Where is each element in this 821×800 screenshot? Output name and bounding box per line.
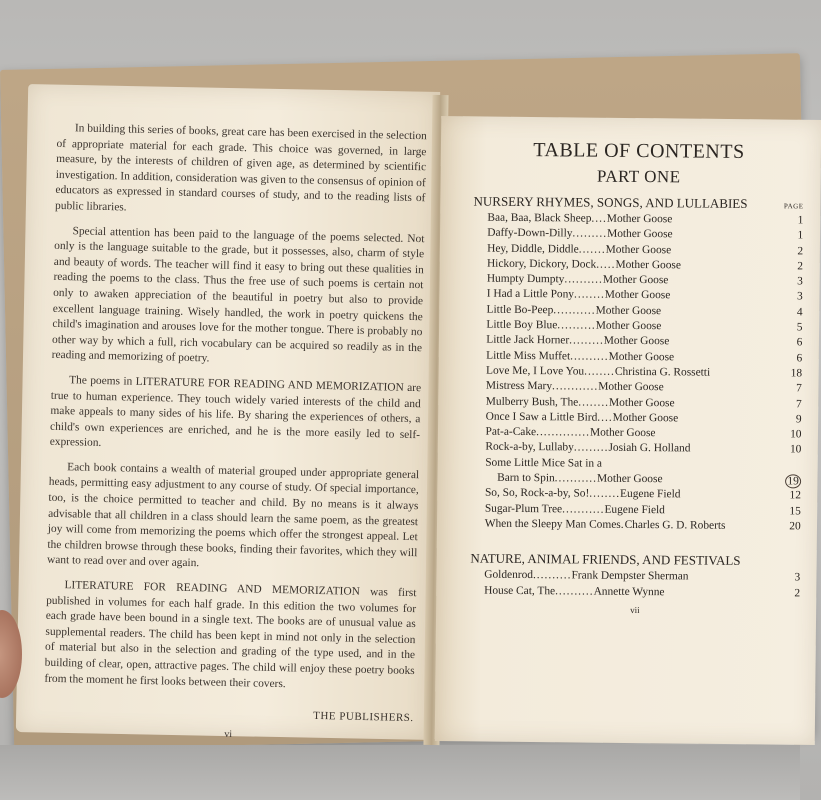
toc-entry-title: Goldenrod (484, 568, 534, 582)
toc-entry-author: Charles G. D. Roberts (624, 518, 726, 532)
leader-dots: .... (597, 411, 613, 424)
leader-dots: .......... (570, 350, 609, 363)
toc-entry-page: 10 (789, 443, 802, 456)
leader-dots: ......... (573, 441, 609, 455)
toc-entry-author: Mother Goose (595, 319, 662, 333)
toc-entry-title: I Had a Little Pony (486, 288, 575, 301)
leader-dots: ........ (573, 288, 605, 302)
toc-entry-title: Humpty Dumpty (486, 272, 565, 286)
toc-entry-author: Eugene Field (620, 488, 681, 501)
toc-entry-page: 7 (796, 397, 802, 411)
publishers-signature: THE PUBLISHERS. (313, 710, 414, 725)
section-entries (470, 569, 800, 602)
toc-entry-page: 3 (796, 290, 803, 303)
toc-entry-author: Mother Goose (605, 243, 672, 256)
toc-entry (471, 456, 801, 489)
toc-entry-title: Once I Saw a Little Bird (485, 410, 598, 424)
toc-entry-page: 5 (796, 321, 803, 334)
toc-entry-title: Little Miss Muffet (486, 349, 571, 363)
toc-entry-title: Little Boy Blue (486, 318, 558, 332)
toc-entry-page: 10 (790, 428, 802, 441)
leader-dots: ........... (554, 472, 598, 485)
toc-entry-page: 3 (794, 571, 801, 584)
section-heading-text: NURSERY RHYMES, SONGS, AND LULLABIES (473, 193, 748, 211)
toc-entry-author: Mother Goose (606, 212, 673, 226)
leader-dots: ......... (569, 334, 604, 348)
toc-entry-title: Hey, Diddle, Diddle (487, 242, 579, 256)
toc-entry-author: Mother Goose (595, 304, 662, 317)
leader-dots: ......... (572, 227, 608, 241)
toc-entry-title: Daffy-Down-Dilly (487, 226, 573, 240)
toc-entry-page: 6 (796, 336, 803, 349)
toc-entry-page: 1 (797, 229, 804, 242)
toc-entry-page: 6 (796, 352, 803, 365)
leader-dots: .......... (555, 584, 594, 598)
leader-dots: ........... (553, 304, 596, 317)
leader-dots: .............. (536, 426, 591, 439)
toc-entry-title: Rock-a-by, Lullaby (485, 441, 574, 454)
page-number-right: vii (630, 604, 640, 615)
section-heading (473, 194, 803, 213)
leader-dots: ........ (589, 487, 621, 501)
toc-entry-page: 2 (794, 586, 801, 599)
preface-paragraph: The poems in LITERATURE FOR READING AND MEMORIZATION are true to human experience. They touch widely varied interests of the child and make appeals to many sides of his life. By sharing the experiences of others, a child's own experiences are enriched, and he is the more easily led to self-expression. (49, 374, 422, 450)
leader-dots: ............ (551, 380, 599, 393)
page-column-label: PAGE (783, 202, 804, 211)
toc-entry-page: 4 (796, 306, 803, 319)
toc-entry-page: 7 (796, 382, 802, 395)
toc-entry-author: Mother Goose (589, 426, 656, 440)
toc-entry-author: Frank Dempster Sherman (571, 569, 689, 583)
toc-entry-page: 3 (797, 275, 803, 288)
toc-entry-title: When the Sleepy Man Comes (484, 517, 621, 531)
toc-entry-author: Mother Goose (609, 396, 675, 409)
toc-entry-author: Mother Goose (604, 289, 671, 302)
toc-entry-author: Mother Goose (607, 228, 673, 241)
leader-dots: ........... (562, 502, 605, 516)
toc-title: TABLE OF CONTENTS (533, 139, 745, 163)
toc-entry-page: 20 (789, 520, 801, 533)
leader-dots: ..... (596, 258, 616, 271)
preface-paragraph: Special attention has been paid to the language of the poems selected. Not only is the language suitable to the grade, but it possesses, also, charm of style and beauty of words. The teacher will find it easy to bring out these qualities in reading the poems to the class. Thus the free use of such poems is certain not only to awaken appreciation of the beautiful in poetry but also to provide excellent language training. Wisely handled, the work in poetry quickens the child's imagination and arouses love for the mother tongue. There is probably no other way by which a full, rich vocabulary can be acquired so readily as in the reading and memorizing of poetry. (51, 224, 425, 365)
leader-dots: .......... (564, 273, 603, 286)
toc-entry-page: 12 (789, 489, 802, 502)
page-number-left: vi (224, 728, 233, 740)
leader-dots: .......... (557, 319, 596, 332)
toc-entry-title: Hickory, Dickory, Dock (486, 257, 597, 271)
toc-entry-author: Eugene Field (604, 503, 665, 516)
toc-entry-author: Mother Goose (615, 258, 682, 272)
toc-entry-author: Mother Goose (602, 273, 669, 287)
table-surface (0, 745, 800, 800)
toc-entry-title: So, So, Rock-a-by, So! (484, 487, 590, 500)
toc-entry-author: Mother Goose (608, 350, 675, 363)
leader-dots: ........ (584, 365, 615, 378)
leader-dots: .... (591, 212, 607, 225)
toc-entry-page: 18 (790, 367, 803, 380)
toc-entry-page: 1 (797, 214, 804, 227)
toc-entry-page: 15 (789, 504, 801, 518)
toc-entry-title: Barn to Spin (497, 471, 555, 485)
toc-entry-author: Mother Goose (612, 411, 679, 425)
toc-entry-author: Mother Goose (598, 380, 664, 394)
preface-paragraph: In building this series of books, great care has been exercised in the selection of appropriate material for each grade. This choice was governed, in large measure, by the interests of children of given age, as determined by scientific investigation. In addition, consideration was given to the consensus of opinion of educators as expressed in standard courses of study, and to the reading lists of public libraries. (54, 122, 427, 214)
toc-entry-title: Pat-a-Cake (485, 425, 537, 439)
toc-entry-title: House Cat, The (484, 584, 556, 597)
toc-entry-title: Mulberry Bush, The (485, 395, 579, 409)
section-heading-text: NATURE, ANIMAL FRIENDS, AND FESTIVALS (470, 550, 741, 569)
toc-entry-author: Annette Wynne (593, 585, 665, 598)
part-title: PART ONE (596, 166, 681, 187)
toc-entry-page: 2 (797, 260, 804, 273)
section-heading (470, 551, 800, 570)
preface-text (43, 121, 427, 747)
preface-paragraph: Each book contains a wealth of material grouped under appropriate general heads, permitting easy adjustment to any course of study. Of special importance, too, is the choice permitted to teacher and child. By no means is it always advisable that all children in a class should learn the same poem, as the greatest joy will come from memorizing the poems which offer the strongest appeal. Let the children browse through these books, finding their favorites, which they will want to read over and over again. (46, 461, 420, 570)
toc-entry-author: Josiah G. Holland (608, 442, 691, 455)
leader-dots: ........ (578, 396, 610, 409)
toc-entry (470, 584, 800, 602)
toc-entry-author: Mother Goose (596, 472, 663, 486)
toc-entry-title: Little Jack Horner (486, 334, 570, 347)
toc-entry-title: Baa, Baa, Black Sheep (487, 211, 592, 225)
toc-entry-author: Mother Goose (603, 335, 670, 348)
toc-entry-page: 9 (795, 413, 802, 426)
toc-entry-title: Mistress Mary (485, 379, 553, 393)
toc-entry-page (785, 474, 801, 489)
section-entries (471, 212, 803, 460)
circled-page-number: 19 (785, 474, 801, 488)
table-of-contents (470, 139, 804, 617)
toc-entry-title: Sugar-Plum Tree (484, 502, 563, 515)
section-entries (471, 487, 801, 536)
toc-entry-title: Love Me, I Love You (486, 364, 585, 378)
toc-entry-title: Some Little Mice Sat in a (485, 456, 603, 470)
preface-paragraph: LITERATURE FOR READING AND MEMORIZATION was first published in volumes for each half grade. In this edition the two volumes for each grade have been bound in a single text. The books are of unusual value as supplemental readers. The child has been kept in mind not only in the selection of material but also in the selection and grading of the type used, and in the building of clear, open, attractive pages. The child will enjoy these poetry books from the moment he first looks between their covers. (44, 579, 417, 690)
leader-dots: . (620, 518, 625, 531)
toc-entry (471, 517, 801, 535)
toc-entry-page: 2 (797, 244, 804, 258)
toc-entry-title: Little Bo-Peep (486, 303, 554, 317)
toc-entry-author: Christina G. Rossetti (614, 365, 711, 379)
leader-dots: .......... (532, 569, 572, 582)
leader-dots: ....... (578, 243, 606, 256)
